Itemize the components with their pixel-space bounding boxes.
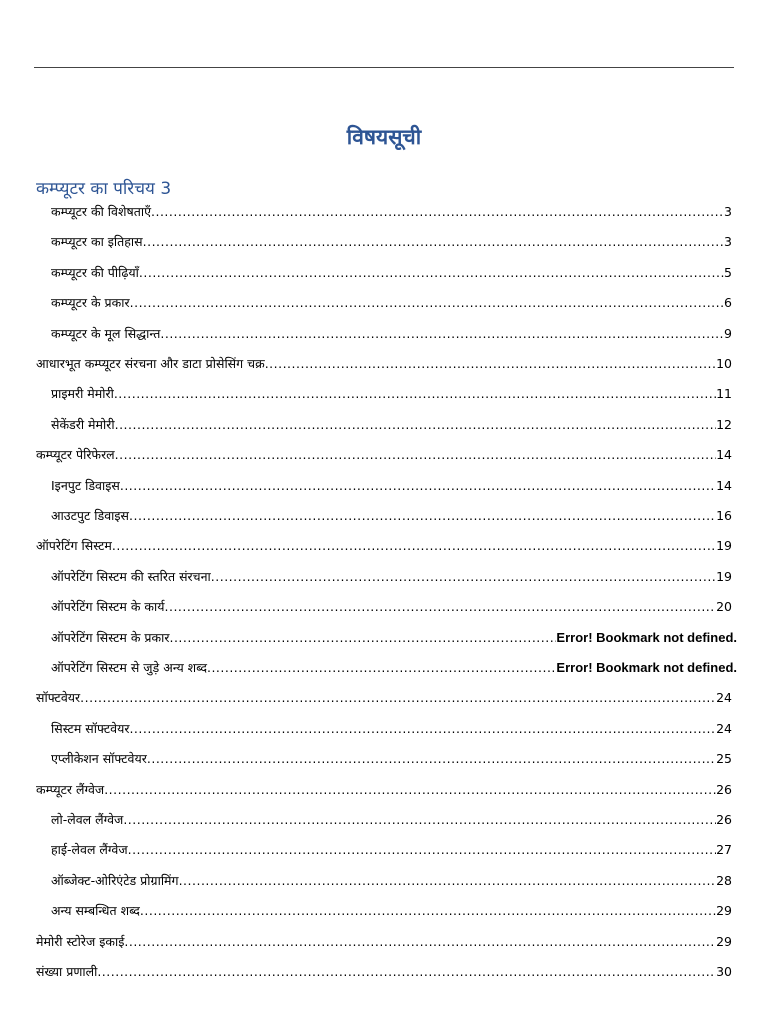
toc-leader-dots [80,690,716,705]
toc-entry[interactable] [36,963,732,985]
toc-entry[interactable] [36,537,732,559]
toc-entry-label: ऑपरेटिंग सिस्टम की स्तरित संरचना [51,569,211,584]
toc-entry-label: कम्प्यूटर का इतिहास [51,234,143,249]
toc-entry[interactable] [51,811,732,833]
toc-entry-error: Error! Bookmark not defined. [556,660,737,675]
toc-entry[interactable] [36,355,732,377]
toc-entry-label: कम्प्यूटर के मूल सिद्धान्त [51,326,161,341]
toc-entry-label: कम्प्यूटर लैंग्वेज [36,782,105,797]
toc-leader-dots [123,812,716,827]
toc-leader-dots [112,538,716,553]
toc-leader-dots [165,599,717,614]
toc-entry-page: 16 [716,508,732,523]
toc-entry[interactable] [51,233,732,255]
toc-entry-label: कम्प्यूटर के प्रकार [51,295,130,310]
chapter-heading: कम्प्यूटर का परिचय 3 [36,179,172,199]
toc-leader-dots [120,478,716,493]
toc-leader-dots [129,721,716,736]
toc-entry-page: 6 [724,295,732,310]
toc-leader-dots [160,326,724,341]
toc-entry-page: 19 [716,538,732,553]
page-title: विषयसूची [346,125,422,149]
toc-entry-label: कम्प्यूटर पेरिफेरल [36,447,115,462]
toc-leader-dots [129,508,716,523]
toc-entry-page: 19 [716,569,732,584]
toc-leader-dots [147,751,716,766]
toc-entry[interactable] [51,750,732,772]
toc-entry-page: 29 [716,934,732,949]
toc-entry-page: 14 [716,447,732,462]
toc-entry-page: 24 [716,690,732,705]
toc-leader-dots [114,386,716,401]
toc-entry-page: 26 [716,782,732,797]
toc-leader-dots [115,417,716,432]
toc-entry[interactable] [51,629,737,651]
toc-entry-page: 10 [716,356,732,371]
toc-entry-page: 26 [716,812,732,827]
toc-leader-dots [104,782,716,797]
toc-entry-page: 30 [716,964,732,979]
toc-entry[interactable] [51,720,732,742]
toc-entry-label: ऑपरेटिंग सिस्टम के कार्य [51,599,165,614]
toc-leader-dots [140,903,716,918]
toc-leader-dots [124,934,716,949]
toc-entry[interactable] [51,659,737,681]
toc-entry-page: 3 [724,234,732,249]
toc-entry[interactable] [51,416,732,438]
toc-entry-label: लो-लेवल लैंग्वेज [51,812,124,827]
toc-entry-label: सॉफ्टवेयर [36,690,81,705]
toc-entry[interactable] [36,933,732,955]
toc-entry[interactable] [36,689,732,711]
toc-entry-label: ऑपरेटिंग सिस्टम के प्रकार [51,630,170,645]
toc-entry-label: ऑपरेटिंग सिस्टम से जुड़े अन्य शब्द [51,660,207,675]
toc-entry[interactable] [51,507,732,529]
toc-entry-label: कम्प्यूटर की विशेषताएँ [51,204,151,219]
toc-entry-page: 24 [716,721,732,736]
toc-entry-label: कम्प्यूटर की पीढ़ियाँ [51,265,139,280]
toc-leader-dots [169,630,556,645]
toc-entry-page: 28 [716,873,732,888]
toc-leader-dots [97,964,716,979]
header-rule [34,67,734,68]
toc-entry[interactable] [51,264,732,286]
toc-entry-error: Error! Bookmark not defined. [556,630,737,645]
toc-entry[interactable] [51,325,732,347]
toc-entry-page: 20 [716,599,732,614]
toc-leader-dots [179,873,717,888]
toc-entry-label: एप्लीकेशन सॉफ्टवेयर [51,751,147,766]
toc-entry[interactable] [36,446,732,468]
toc-entry-label: हाई-लेवल लैंग्वेज [51,842,128,857]
toc-entry-label: सेकेंडरी मेमोरी [51,417,115,432]
toc-entry-label: प्राइमरी मेमोरी [51,386,114,401]
toc-entry[interactable] [51,294,732,316]
toc-entry-page: 14 [716,478,732,493]
toc-entry[interactable] [51,872,732,894]
toc-entry-page: 25 [716,751,732,766]
toc-entry[interactable] [51,568,732,590]
toc-entry-page: 27 [716,842,732,857]
toc-entry-page: 9 [724,326,732,341]
toc-leader-dots [139,265,724,280]
toc-entry[interactable] [36,781,732,803]
toc-entry-label: संख्या प्रणाली [36,964,98,979]
toc-entry-label: आधारभूत कम्प्यूटर संरचना और डाटा प्रोसेसिंग चक्र [36,356,265,371]
toc-leader-dots [130,295,724,310]
toc-entry-label: ऑब्जेक्ट-ओरिएंटेड प्रोग्रामिंग [51,873,179,888]
toc-entry-label: मेमोरी स्टोरेज इकाई [36,934,125,949]
toc-entry[interactable] [51,203,732,225]
toc-entry-page: 29 [716,903,732,918]
toc-entry-label: Iइनपुट डिवाइस [51,478,120,493]
toc-entry-label: आउटपुट डिवाइस [51,508,129,523]
toc-entry-label: अन्य सम्बन्धित शब्द [51,903,140,918]
toc-entry[interactable] [51,598,732,620]
toc-entry-page: 5 [724,265,732,280]
toc-entry[interactable] [51,902,732,924]
toc-entry[interactable] [51,841,732,863]
toc-leader-dots [265,356,716,371]
toc-leader-dots [211,569,716,584]
toc-leader-dots [151,204,724,219]
toc-leader-dots [207,660,556,675]
toc-leader-dots [128,842,716,857]
toc-entry-label: सिस्टम सॉफ्टवेयर [51,721,130,736]
toc-entry-page: 12 [716,417,732,432]
toc-leader-dots [115,447,716,462]
toc-entry-page: 3 [724,204,732,219]
toc-entry[interactable] [51,477,732,499]
toc-entry-page: 11 [716,386,732,401]
toc-entry-label: ऑपरेटिंग सिस्टम [36,538,112,553]
toc-entry[interactable] [51,385,732,407]
toc-leader-dots [143,234,724,249]
